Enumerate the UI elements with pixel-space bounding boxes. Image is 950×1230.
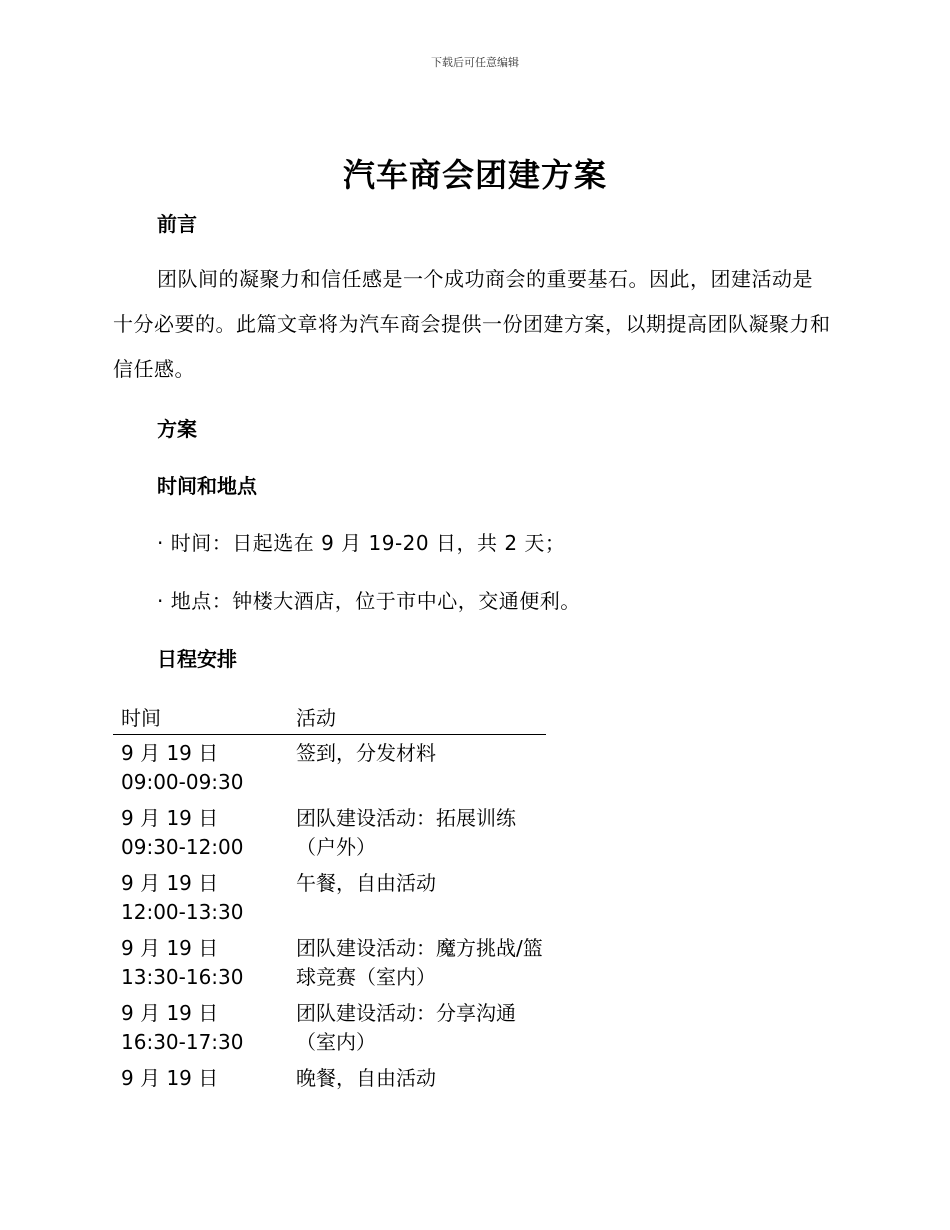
date-text: 9 月 19 日 — [121, 741, 219, 765]
activity-cell: 午餐，自由活动 — [296, 871, 436, 895]
time-place-heading: 时间和地点 — [157, 474, 257, 498]
activity-cell: 晚餐，自由活动 — [296, 1066, 436, 1090]
header-note: 下载后可任意编辑 — [431, 56, 519, 69]
time-cell — [113, 800, 288, 865]
table-row — [113, 930, 546, 995]
time-cell — [113, 995, 288, 1060]
schedule-heading: 日程安排 — [157, 647, 237, 671]
column-header-time: 时间 — [113, 702, 288, 735]
date-text: 9 月 19 日 — [121, 1066, 219, 1090]
activity-cell: 签到，分发材料 — [296, 741, 436, 765]
bullet-time: · 时间：日起选在 9 月 19-20 日，共 2 天； — [157, 531, 566, 555]
time-cell — [113, 1060, 288, 1094]
activity-cell: 团队建设活动：分享沟通（室内） — [296, 1001, 516, 1054]
preface-heading: 前言 — [157, 212, 197, 236]
schedule-table — [113, 702, 546, 1094]
preface-paragraph: 团队间的凝聚力和信任感是一个成功商会的重要基石。因此，团建活动是十分必要的。此篇文章将为汽车商会提供一份团建方案，以期提高团队凝聚力和信任感。 — [113, 267, 831, 381]
bullet-place: · 地点：钟楼大酒店，位于市中心，交通便利。 — [157, 589, 581, 613]
table-row — [113, 800, 546, 865]
time-cell — [113, 930, 288, 995]
schedule-header-row — [113, 702, 546, 735]
date-text: 9 月 19 日 — [121, 806, 219, 830]
table-row — [113, 865, 546, 930]
time-range-text: 12:00-13:30 — [121, 900, 244, 924]
document-title: 汽车商会团建方案 — [342, 156, 607, 194]
time-cell — [113, 735, 288, 801]
date-text: 9 月 19 日 — [121, 936, 219, 960]
table-row — [113, 735, 546, 801]
time-range-text: 09:00-09:30 — [121, 770, 244, 794]
time-range-text: 16:30-17:30 — [121, 1030, 244, 1054]
activity-cell: 团队建设活动：魔方挑战/篮球竞赛（室内） — [296, 936, 543, 989]
time-cell — [113, 865, 288, 930]
column-header-activity: 活动 — [288, 702, 546, 735]
plan-heading: 方案 — [157, 417, 197, 441]
date-text: 9 月 19 日 — [121, 1001, 219, 1025]
activity-cell: 团队建设活动：拓展训练（户外） — [296, 806, 516, 859]
date-text: 9 月 19 日 — [121, 871, 219, 895]
time-range-text: 13:30-16:30 — [121, 965, 244, 989]
time-range-text: 09:30-12:00 — [121, 835, 244, 859]
table-row — [113, 1060, 546, 1094]
table-row — [113, 995, 546, 1060]
